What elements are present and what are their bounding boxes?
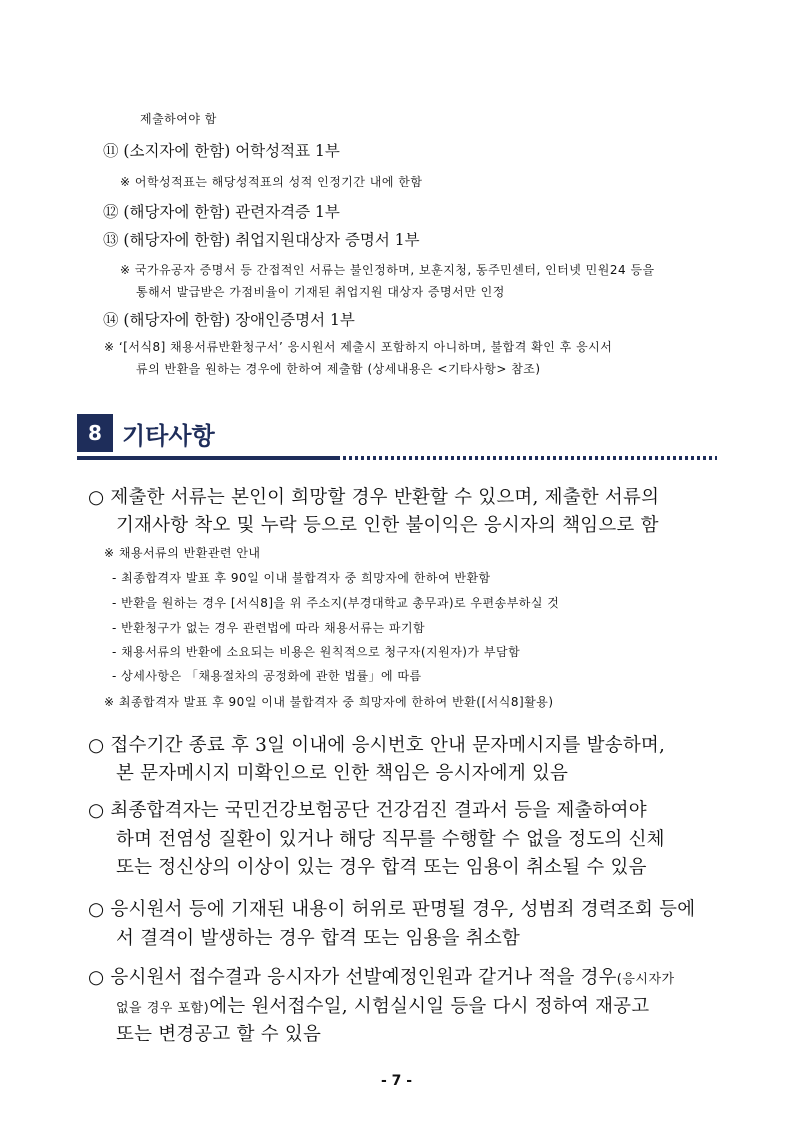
paragraph-5-line-2-main: 에는 원서접수일, 시험실시일 등을 다시 정하여 재공고	[209, 996, 650, 1017]
paragraph-1-line-2: 기재사항 착오 및 누락 등으로 인한 불이익은 응시자의 책임으로 함	[116, 515, 659, 536]
detail-1: - 최종합격자 발표 후 90일 이내 불합격자 중 희망자에 한하여 반환함	[112, 571, 491, 585]
paragraph-5-line-1	[88, 963, 675, 989]
paragraph-3-line-3: 또는 정신상의 이상이 있는 경우 합격 또는 임용이 취소될 수 있음	[116, 857, 647, 878]
note-language-score: ※ 어학성적표는 해당성적표의 성적 인정기간 내에 한함	[120, 175, 423, 189]
list-item-14: ⑭ (해당자에 한함) 장애인증명서 1부	[103, 311, 355, 329]
note-veterans-1: ※ 국가유공자 증명서 등 간접적인 서류는 불인정하며, 보훈지청, 동주민센터, 인터넷 민원24 등을	[120, 263, 655, 277]
detail-3: - 반환청구가 없는 경우 관련법에 따라 채용서류는 파기함	[112, 621, 426, 635]
paragraph-4-line-1: ○ 응시원서 등에 기재된 내용이 허위로 판명될 경우, 성범죄 경력조회 등에	[88, 899, 696, 920]
section-number-badge: 8	[77, 414, 113, 452]
detail-2: - 반환을 원하는 경우 [서식8]을 위 주소지(부경대학교 총무과)로 우편송부하실 것	[112, 596, 560, 610]
detail-5: - 상세사항은 「채용절차의 공정화에 관한 법률」에 따름	[112, 669, 422, 683]
list-item-13: ⑬ (해당자에 한함) 취업지원대상자 증명서 1부	[103, 231, 420, 249]
paragraph-5-line-1-main: ○ 응시원서 접수결과 응시자가 선발예정인원과 같거나 적을 경우	[88, 967, 617, 988]
paragraph-4-line-2: 서 결격이 발생하는 경우 합격 또는 임용을 취소함	[116, 928, 520, 949]
paragraph-2-line-1: ○ 접수기간 종료 후 3일 이내에 응시번호 안내 문자메시지를 발송하며,	[88, 735, 666, 756]
paragraph-5-line-1-small: (응시자가	[616, 972, 675, 987]
detail-4: - 채용서류의 반환에 소요되는 비용은 원칙적으로 청구자(지원자)가 부담함	[112, 645, 521, 659]
paragraph-5-line-2-small: 없을 경우 포함)	[116, 1001, 210, 1016]
section-rule-solid	[77, 456, 337, 460]
note-return-form-1: ※ ‘[서식8] 채용서류반환청구서’ 응시원서 제출시 포함하지 아니하며, 불합격 확인 후 응시서	[104, 340, 613, 354]
page-number: - 7 -	[381, 1073, 413, 1089]
paragraph-3-line-1: ○ 최종합격자는 국민건강보험공단 건강검진 결과서 등을 제출하여야	[88, 800, 647, 821]
paragraph-2-line-2: 본 문자메시지 미확인으로 인한 책임은 응시자에게 있음	[116, 763, 569, 784]
note-return-guide: ※ 채용서류의 반환관련 안내	[104, 546, 261, 560]
note-return-form-2: 류의 반환을 원하는 경우에 한하여 제출함 (상세내용은 <기타사항> 참조)	[136, 362, 541, 376]
paragraph-1-line-1: ○ 제출한 서류는 본인이 희망할 경우 반환할 수 있으며, 제출한 서류의	[88, 487, 660, 508]
paragraph-5-line-2	[116, 992, 649, 1018]
note-return-deadline: ※ 최종합격자 발표 후 90일 이내 불합격자 중 희망자에 한하여 반환([서식8]활용)	[104, 695, 554, 709]
paragraph-3-line-2: 하며 전염성 질환이 있거나 해당 직무를 수행할 수 없을 정도의 신체	[116, 829, 665, 850]
paragraph-5-line-3: 또는 변경공고 할 수 있음	[116, 1024, 322, 1045]
continuation-text: 제출하여야 함	[140, 112, 217, 126]
section-title: 기타사항	[122, 422, 215, 450]
section-rule-dotted	[337, 456, 717, 460]
note-veterans-2: 통해서 발급받은 가점비율이 기재된 취업지원 대상자 증명서만 인정	[136, 285, 505, 299]
list-item-12: ⑫ (해당자에 한함) 관련자격증 1부	[103, 203, 340, 221]
list-item-11: ⑪ (소지자에 한함) 어학성적표 1부	[103, 142, 340, 160]
